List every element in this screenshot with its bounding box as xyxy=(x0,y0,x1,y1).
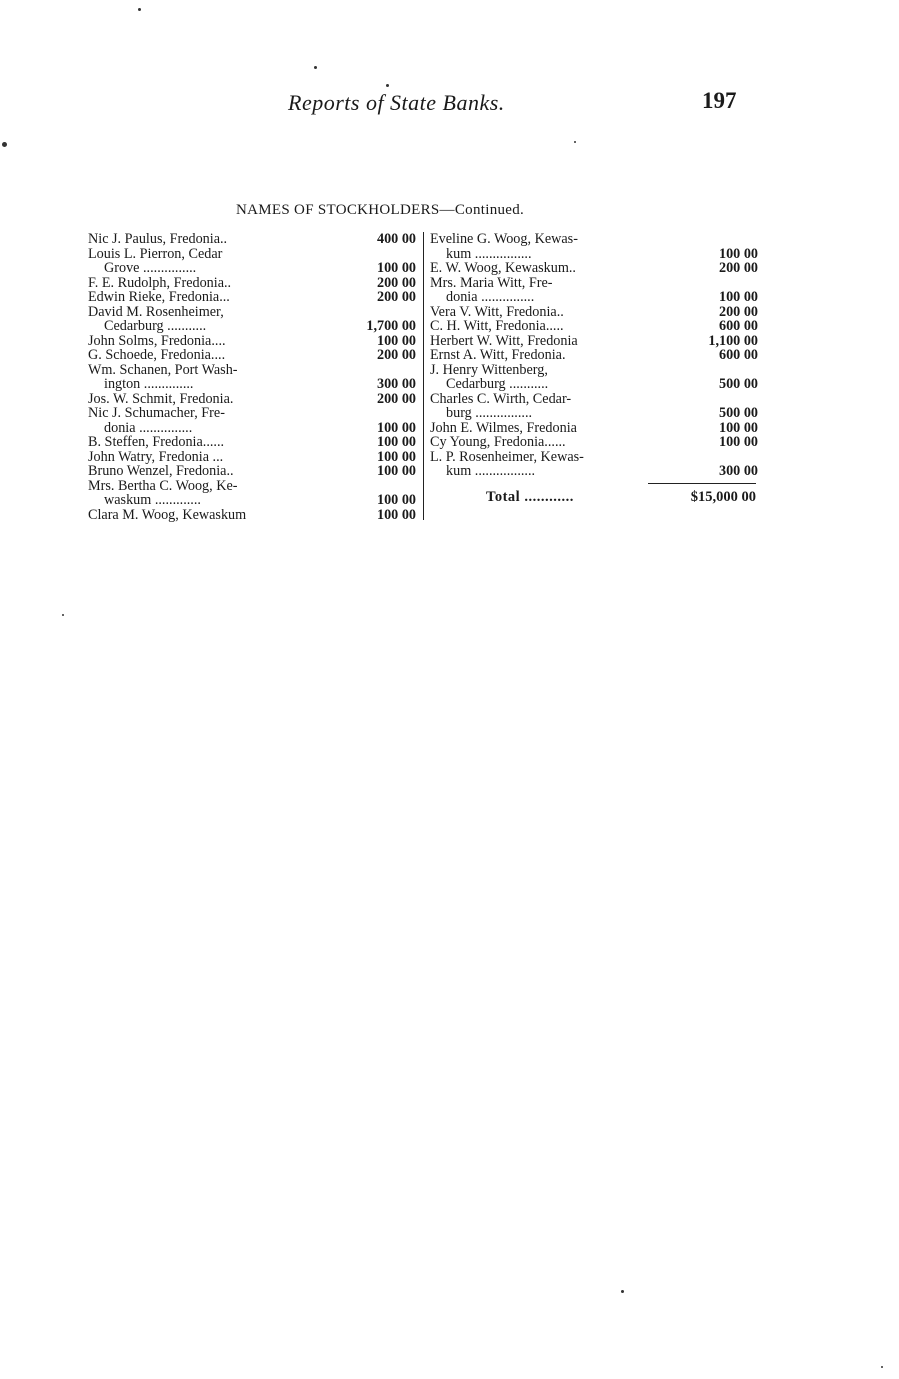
share-amount: 500 00 xyxy=(718,405,758,421)
total-row xyxy=(430,489,758,505)
share-amount: 100 00 xyxy=(376,332,416,349)
entry-line xyxy=(88,450,418,465)
stockholder-entry xyxy=(88,479,418,508)
share-amount: 400 00 xyxy=(376,231,416,247)
stockholder-entry xyxy=(88,232,418,247)
stockholder-entry xyxy=(88,508,418,523)
print-speck xyxy=(881,1366,883,1368)
share-amount: 600 00 xyxy=(718,347,758,363)
entry-line xyxy=(88,377,418,392)
share-amount: 200 00 xyxy=(376,347,416,363)
entry-line xyxy=(88,479,418,494)
stockholder-name: Vera V. Witt, Fredonia.. xyxy=(430,303,564,320)
stockholder-entry xyxy=(430,348,760,363)
entry-line xyxy=(88,247,418,262)
stockholder-name: Jos. W. Schmit, Fredonia. xyxy=(88,390,234,407)
entry-line xyxy=(88,363,418,378)
entry-line xyxy=(430,377,760,392)
stockholder-name: Eveline G. Woog, Kewas- xyxy=(430,231,578,247)
entry-line xyxy=(430,232,760,247)
stockholder-name: donia ............... xyxy=(446,289,535,305)
share-amount: 200 00 xyxy=(718,303,758,320)
share-amount: 100 00 xyxy=(376,492,416,508)
stockholder-name: Grove ............... xyxy=(104,260,197,276)
entry-line xyxy=(88,493,418,508)
stockholder-entry xyxy=(88,305,418,334)
share-amount: 200 00 xyxy=(376,274,416,291)
stockholder-name: Nic J. Schumacher, Fre- xyxy=(88,405,225,421)
entry-line xyxy=(430,305,760,320)
stockholder-name: Mrs. Bertha C. Woog, Ke- xyxy=(88,477,238,494)
stockholder-entry xyxy=(430,435,760,450)
entry-line xyxy=(88,421,418,436)
stockholder-name: Wm. Schanen, Port Wash- xyxy=(88,361,238,378)
stockholder-entry xyxy=(88,464,418,479)
section-title: NAMES OF STOCKHOLDERS—Continued. xyxy=(236,202,525,218)
share-amount: 500 00 xyxy=(718,376,758,392)
stockholder-name: ington .............. xyxy=(104,376,194,392)
share-amount: 100 00 xyxy=(376,463,416,479)
stockholder-entry xyxy=(430,276,760,305)
stockholder-name: Edwin Rieke, Fredonia... xyxy=(88,289,230,305)
entry-line xyxy=(430,334,760,349)
stockholder-name: G. Schoede, Fredonia.... xyxy=(88,347,226,363)
share-amount: 100 00 xyxy=(376,260,416,276)
stockholder-entry xyxy=(88,363,418,392)
stockholder-name: Cedarburg ........... xyxy=(104,318,207,334)
print-speck xyxy=(621,1290,624,1293)
stockholder-name: E. W. Woog, Kewaskum.. xyxy=(430,260,576,276)
stockholder-name: C. H. Witt, Fredonia..... xyxy=(430,318,564,334)
entry-line xyxy=(430,276,760,291)
stockholder-name: Charles C. Wirth, Cedar- xyxy=(430,390,572,407)
entry-line xyxy=(430,406,760,421)
share-amount: 200 00 xyxy=(376,390,416,407)
stockholder-name: Herbert W. Witt, Fredonia xyxy=(430,332,578,349)
stockholder-entry xyxy=(430,334,760,349)
stockholder-name: kum ................ xyxy=(446,245,532,262)
stockholder-entry xyxy=(430,305,760,320)
stockholder-name: Nic J. Paulus, Fredonia.. xyxy=(88,231,228,247)
total-label: Total ............ xyxy=(486,489,574,505)
entry-line xyxy=(430,363,760,378)
stockholder-entry xyxy=(430,363,760,392)
share-amount: 600 00 xyxy=(718,318,758,334)
entry-line xyxy=(88,464,418,479)
share-amount: 300 00 xyxy=(718,463,758,479)
stockholder-entry xyxy=(430,319,760,334)
entry-line xyxy=(88,334,418,349)
stockholder-entry xyxy=(430,232,760,261)
stockholder-name: John Watry, Fredonia ... xyxy=(88,448,224,465)
print-speck xyxy=(314,66,317,69)
stockholder-name: burg ................ xyxy=(446,405,533,421)
share-amount: 200 00 xyxy=(376,289,416,305)
share-amount: 100 00 xyxy=(718,434,758,450)
stockholder-name: donia ............... xyxy=(104,419,193,436)
share-amount: 100 00 xyxy=(718,245,758,262)
share-amount: 1,700 00 xyxy=(366,318,416,334)
entry-line xyxy=(88,305,418,320)
stockholder-name: John E. Wilmes, Fredonia xyxy=(430,419,577,436)
stockholder-entry xyxy=(88,276,418,291)
stockholder-name: Cy Young, Fredonia...... xyxy=(430,434,566,450)
running-head: Reports of State Banks. xyxy=(288,90,505,115)
share-amount: 100 00 xyxy=(376,448,416,465)
entry-line xyxy=(430,348,760,363)
stockholder-name: Bruno Wenzel, Fredonia.. xyxy=(88,463,234,479)
total-amount: $15,000 00 xyxy=(690,489,756,505)
stockholders-right-column xyxy=(430,232,760,479)
entry-line xyxy=(88,290,418,305)
print-speck xyxy=(138,8,141,11)
stockholder-entry xyxy=(430,261,760,276)
stockholders-left-column xyxy=(88,232,418,522)
stockholder-name: B. Steffen, Fredonia...... xyxy=(88,434,225,450)
stockholder-name: John Solms, Fredonia.... xyxy=(88,332,226,349)
share-amount: 100 00 xyxy=(376,434,416,450)
stockholder-name: L. P. Rosenheimer, Kewas- xyxy=(430,448,584,465)
share-amount: 100 00 xyxy=(376,506,416,523)
stockholder-name: waskum ............. xyxy=(104,492,201,508)
entry-line xyxy=(430,464,760,479)
entry-line xyxy=(88,276,418,291)
stockholder-entry xyxy=(430,392,760,421)
stockholder-entry xyxy=(88,435,418,450)
page-number: 197 xyxy=(702,88,737,113)
print-speck xyxy=(62,614,64,616)
stockholder-name: Mrs. Maria Witt, Fre- xyxy=(430,274,553,291)
share-amount: 1,100 00 xyxy=(708,332,758,349)
entry-line xyxy=(88,348,418,363)
entry-line xyxy=(88,406,418,421)
entry-line xyxy=(430,450,760,465)
stockholder-name: David M. Rosenheimer, xyxy=(88,303,224,320)
share-amount: 100 00 xyxy=(718,289,758,305)
entry-line xyxy=(88,435,418,450)
print-speck xyxy=(386,84,389,87)
stockholder-name: Cedarburg ........... xyxy=(446,376,549,392)
share-amount: 300 00 xyxy=(376,376,416,392)
entry-line xyxy=(88,508,418,523)
entry-line xyxy=(430,290,760,305)
stockholder-entry xyxy=(88,406,418,435)
stockholder-entry xyxy=(88,290,418,305)
column-divider xyxy=(423,232,424,520)
entry-line xyxy=(430,261,760,276)
entry-line xyxy=(430,247,760,262)
stockholder-name: kum ................. xyxy=(446,463,536,479)
entry-line xyxy=(430,319,760,334)
entry-line xyxy=(88,232,418,247)
stockholder-name: Ernst A. Witt, Fredonia. xyxy=(430,347,566,363)
entry-line xyxy=(430,435,760,450)
stockholder-entry xyxy=(88,392,418,407)
total-rule xyxy=(648,483,756,484)
entry-line xyxy=(430,421,760,436)
stockholder-name: Clara M. Woog, Kewaskum xyxy=(88,506,247,523)
entry-line xyxy=(88,261,418,276)
stockholder-name: J. Henry Wittenberg, xyxy=(430,361,548,378)
stockholder-entry xyxy=(88,334,418,349)
share-amount: 100 00 xyxy=(376,419,416,436)
stockholder-entry xyxy=(430,421,760,436)
share-amount: 100 00 xyxy=(718,419,758,436)
print-speck xyxy=(2,142,7,147)
stockholder-entry xyxy=(430,450,760,479)
entry-line xyxy=(88,319,418,334)
stockholder-name: F. E. Rudolph, Fredonia.. xyxy=(88,274,232,291)
entry-line xyxy=(88,392,418,407)
entry-line xyxy=(430,392,760,407)
stockholder-entry xyxy=(88,247,418,276)
stockholder-entry xyxy=(88,450,418,465)
share-amount: 200 00 xyxy=(718,260,758,276)
stockholder-name: Louis L. Pierron, Cedar xyxy=(88,245,223,262)
print-speck xyxy=(574,141,576,143)
stockholder-entry xyxy=(88,348,418,363)
